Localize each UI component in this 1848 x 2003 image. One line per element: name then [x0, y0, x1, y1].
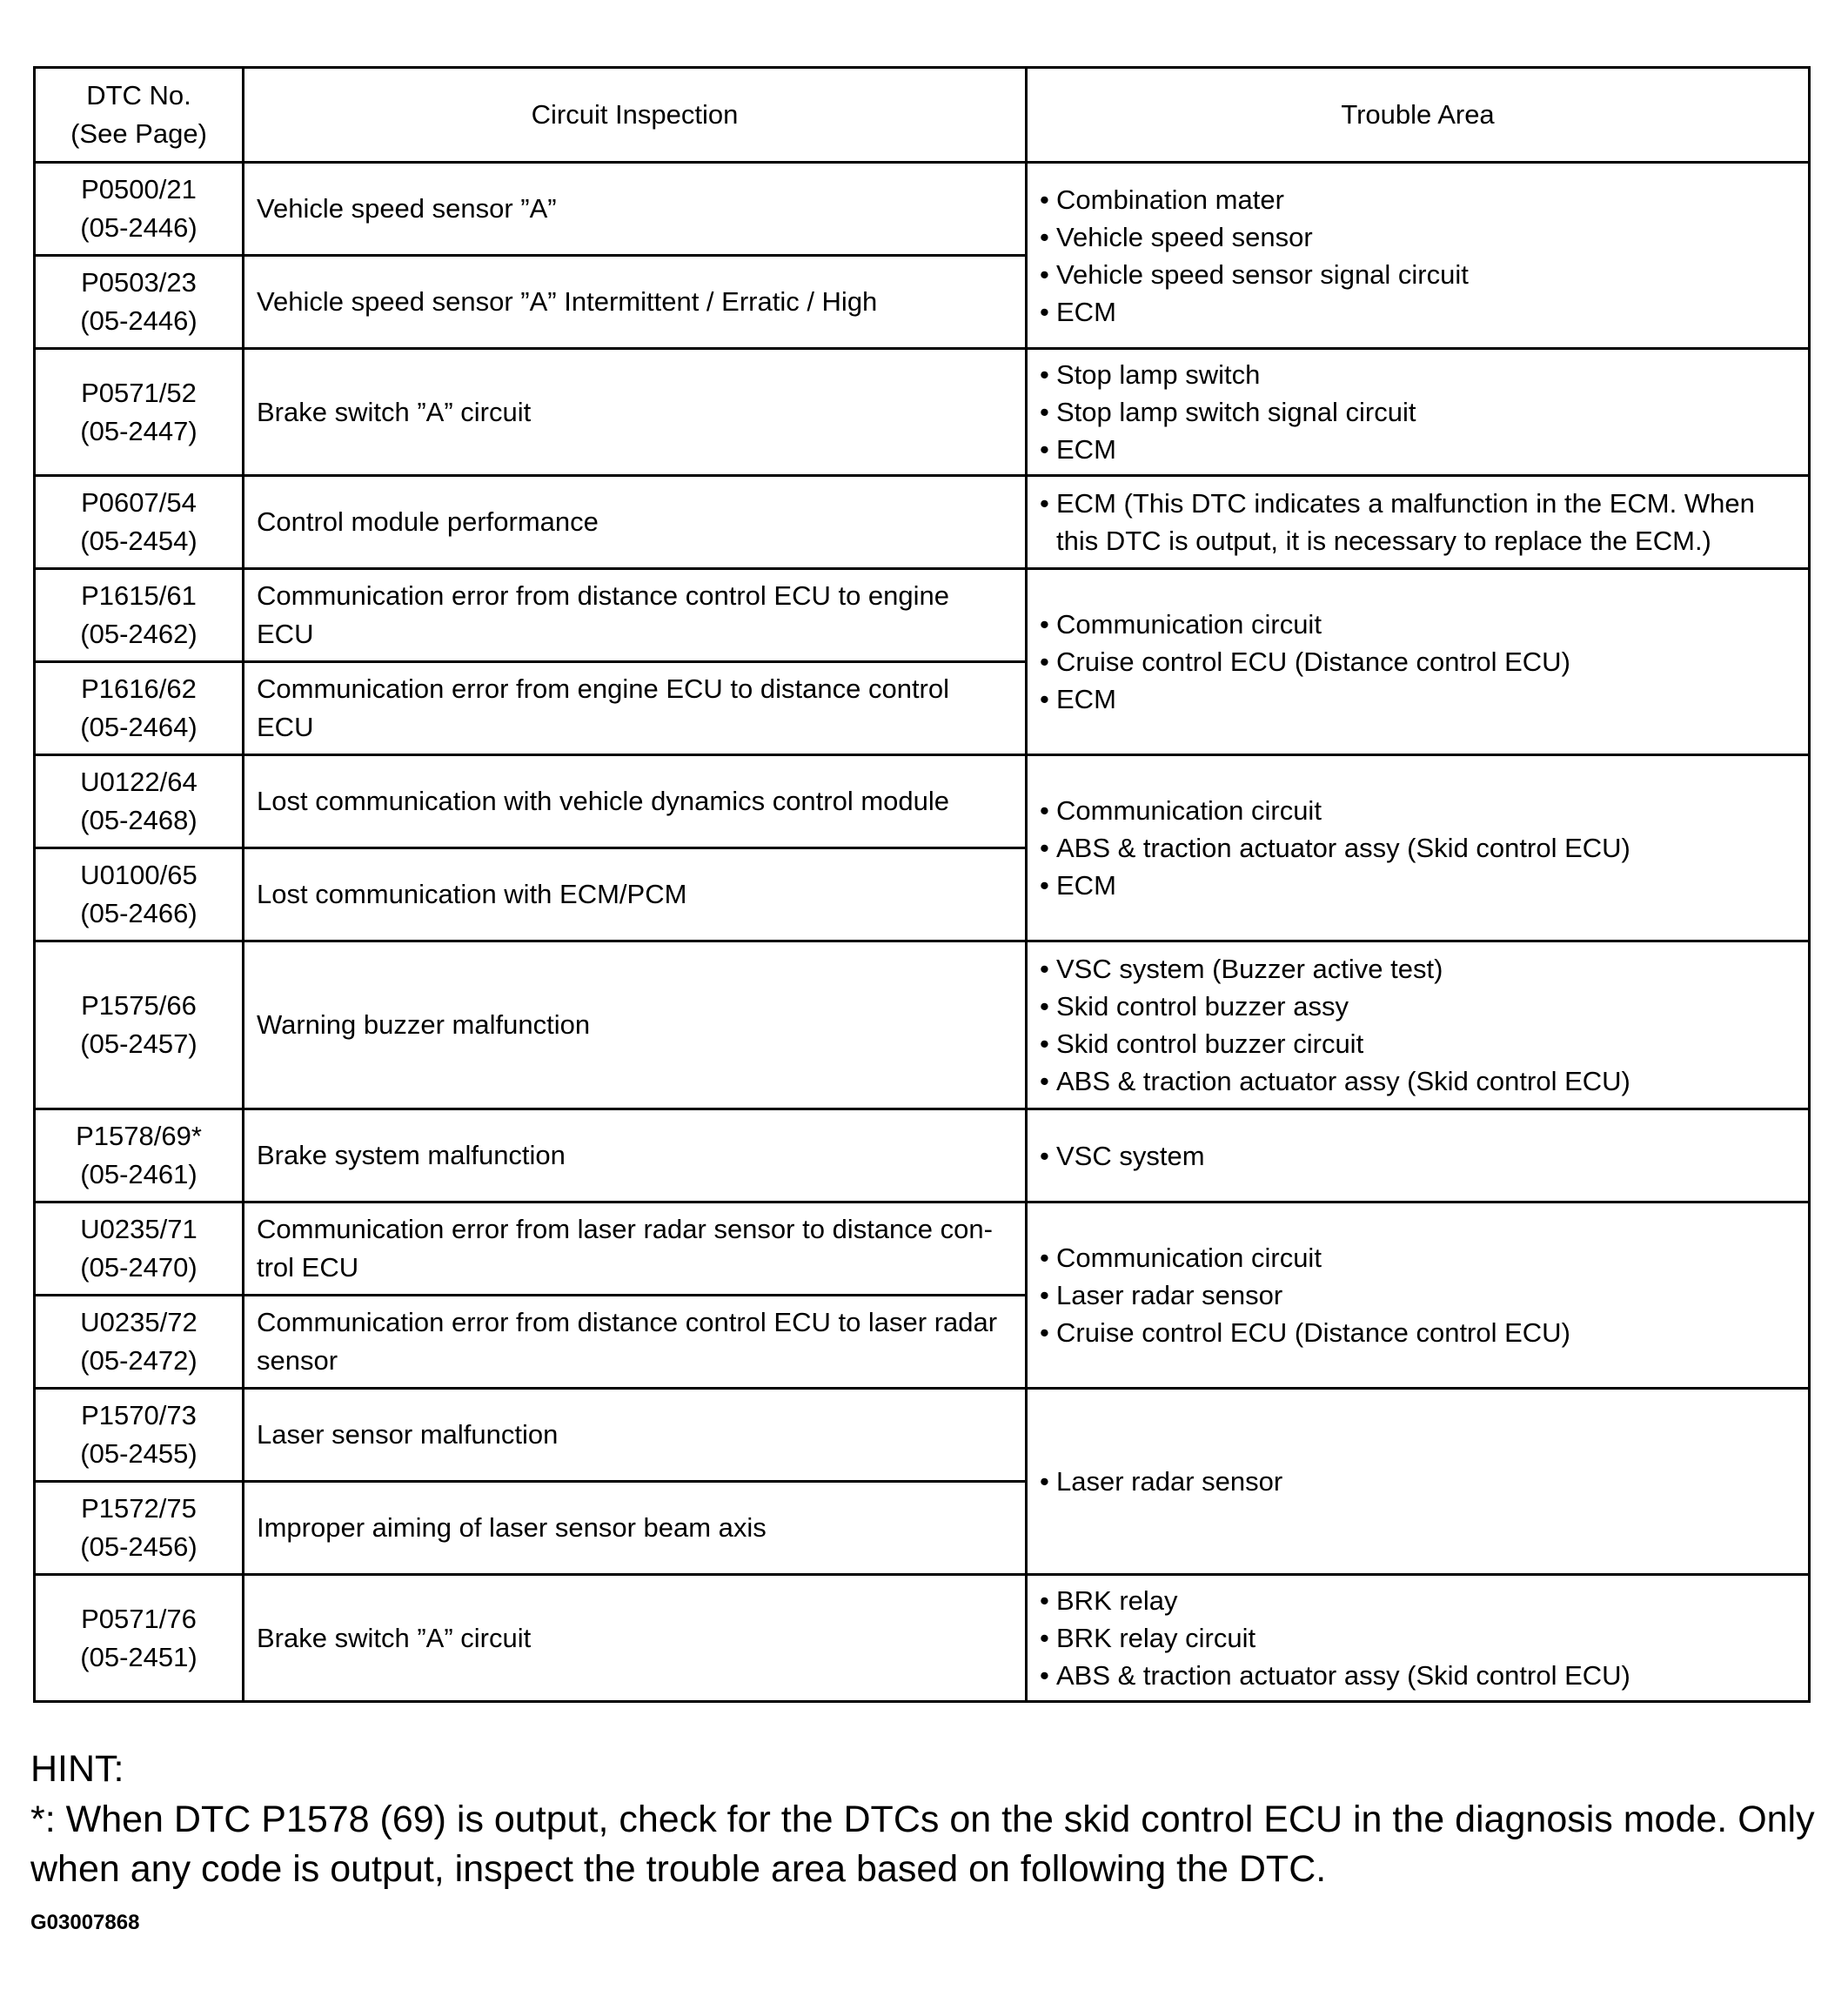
- trouble-area-cell: [1027, 349, 1810, 476]
- dtc-cell: [35, 848, 244, 941]
- dtc-code: U0100/65: [80, 860, 198, 890]
- trouble-item: • Cruise control ECU (Distance control ECU): [1040, 1314, 1792, 1351]
- dtc-cell: [35, 349, 244, 476]
- dtc-code: P0571/52: [81, 377, 197, 408]
- table-row: [35, 569, 1810, 662]
- dtc-code: P1615/61: [81, 580, 197, 611]
- trouble-area-cell: [1027, 569, 1810, 755]
- trouble-list: [1040, 1463, 1792, 1500]
- trouble-item: • VSC system (Buzzer active test): [1040, 950, 1792, 988]
- dtc-code: P1575/66: [81, 990, 197, 1021]
- trouble-item: • ECM: [1040, 293, 1792, 331]
- dtc-page: (05-2464): [80, 712, 198, 742]
- dtc-cell: [35, 662, 244, 755]
- header-dtc-no: [35, 68, 244, 163]
- dtc-code: P0607/54: [81, 487, 197, 518]
- dtc-page: (05-2466): [80, 898, 198, 928]
- circuit-inspection-cell: Control module performance: [244, 476, 1027, 569]
- trouble-item: • Communication circuit: [1040, 606, 1792, 643]
- dtc-page: (05-2470): [80, 1252, 198, 1283]
- circuit-inspection-cell: Improper aiming of laser sensor beam axis: [244, 1482, 1027, 1575]
- table-header-row: [35, 68, 1810, 163]
- dtc-cell: [35, 569, 244, 662]
- trouble-item: • Communication circuit: [1040, 792, 1792, 829]
- table-row: [35, 941, 1810, 1109]
- table-row: [35, 1109, 1810, 1202]
- table-row: [35, 349, 1810, 476]
- dtc-cell: [35, 1109, 244, 1202]
- trouble-item: • ABS & traction actuator assy (Skid control ECU): [1040, 829, 1792, 867]
- dtc-page: (05-2457): [80, 1028, 198, 1059]
- trouble-list: [1040, 950, 1792, 1100]
- trouble-item: • ABS & traction actuator assy (Skid control ECU): [1040, 1062, 1792, 1100]
- dtc-page: (05-2461): [80, 1159, 198, 1189]
- table-row: [35, 1389, 1810, 1482]
- circuit-inspection-cell: Communication error from laser radar sensor to distance con-trol ECU: [244, 1202, 1027, 1296]
- table-row: [35, 476, 1810, 569]
- trouble-area-cell: [1027, 476, 1810, 569]
- trouble-area-cell: [1027, 941, 1810, 1109]
- trouble-area-cell: [1027, 163, 1810, 349]
- dtc-cell: [35, 755, 244, 848]
- dtc-code: U0235/72: [80, 1307, 198, 1337]
- dtc-page: (05-2468): [80, 805, 198, 835]
- dtc-code: P0500/21: [81, 174, 197, 204]
- circuit-inspection-cell: Brake switch ”A” circuit: [244, 349, 1027, 476]
- trouble-item: • ECM: [1040, 867, 1792, 904]
- dtc-cell: [35, 1202, 244, 1296]
- trouble-list: [1040, 606, 1792, 718]
- dtc-code: U0235/71: [80, 1214, 198, 1244]
- dtc-page: (05-2472): [80, 1345, 198, 1376]
- trouble-list: [1040, 1137, 1792, 1175]
- hint-title: HINT:: [30, 1748, 124, 1790]
- dtc-code: P1616/62: [81, 673, 197, 704]
- dtc-cell: [35, 1389, 244, 1482]
- trouble-area-cell: [1027, 1389, 1810, 1575]
- trouble-list: [1040, 485, 1792, 559]
- trouble-list: [1040, 1239, 1792, 1351]
- table-row: [35, 1575, 1810, 1702]
- circuit-inspection-cell: Communication error from distance control ECU to engine ECU: [244, 569, 1027, 662]
- dtc-cell: [35, 1482, 244, 1575]
- dtc-code: P1570/73: [81, 1400, 197, 1430]
- header-circuit-inspection: Circuit Inspection: [244, 68, 1027, 163]
- trouble-item: • Stop lamp switch signal circuit: [1040, 393, 1792, 431]
- circuit-inspection-cell: Lost communication with vehicle dynamics control module: [244, 755, 1027, 848]
- trouble-item: • Laser radar sensor: [1040, 1276, 1792, 1314]
- dtc-code: P1572/75: [81, 1493, 197, 1524]
- trouble-item: • Skid control buzzer assy: [1040, 988, 1792, 1025]
- trouble-list: [1040, 181, 1792, 331]
- trouble-list: [1040, 792, 1792, 904]
- trouble-item: • ECM: [1040, 431, 1792, 468]
- header-dtc-line1: DTC No.: [86, 80, 191, 111]
- circuit-inspection-cell: Communication error from engine ECU to distance control ECU: [244, 662, 1027, 755]
- circuit-inspection-cell: Vehicle speed sensor ”A” Intermittent / Erratic / High: [244, 256, 1027, 349]
- dtc-cell: [35, 1575, 244, 1702]
- header-dtc-line2: (See Page): [70, 118, 207, 149]
- header-trouble-area: Trouble Area: [1027, 68, 1810, 163]
- trouble-item: • Cruise control ECU (Distance control ECU): [1040, 643, 1792, 680]
- dtc-page: (05-2454): [80, 526, 198, 556]
- dtc-code: U0122/64: [80, 767, 198, 797]
- trouble-area-cell: [1027, 1202, 1810, 1389]
- trouble-item: • Laser radar sensor: [1040, 1463, 1792, 1500]
- circuit-inspection-cell: Laser sensor malfunction: [244, 1389, 1027, 1482]
- circuit-inspection-cell: Brake system malfunction: [244, 1109, 1027, 1202]
- dtc-cell: [35, 941, 244, 1109]
- dtc-page: (05-2447): [80, 415, 198, 446]
- circuit-inspection-cell: Lost communication with ECM/PCM: [244, 848, 1027, 941]
- trouble-item: • ECM: [1040, 680, 1792, 718]
- trouble-item: • VSC system: [1040, 1137, 1792, 1175]
- trouble-item: • BRK relay circuit: [1040, 1619, 1792, 1657]
- trouble-item: • Vehicle speed sensor signal circuit: [1040, 256, 1792, 293]
- dtc-code: P0503/23: [81, 267, 197, 298]
- dtc-page: (05-2446): [80, 212, 198, 243]
- dtc-cell: [35, 1296, 244, 1389]
- trouble-list: [1040, 1582, 1792, 1694]
- dtc-cell: [35, 163, 244, 256]
- trouble-item: • BRK relay: [1040, 1582, 1792, 1619]
- table-row: [35, 163, 1810, 256]
- circuit-inspection-cell: Warning buzzer malfunction: [244, 941, 1027, 1109]
- dtc-page: (05-2451): [80, 1641, 198, 1672]
- dtc-code: P1578/69*: [76, 1121, 202, 1151]
- trouble-item: • ABS & traction actuator assy (Skid control ECU): [1040, 1657, 1792, 1694]
- hint-note: *: When DTC P1578 (69) is output, check for the DTCs on the skid control ECU in the diagnosis mode. Only when any code is output, inspect the trouble area based on following the DTC.: [30, 1799, 1815, 1890]
- trouble-item: • Combination mater: [1040, 181, 1792, 218]
- dtc-page: (05-2455): [80, 1438, 198, 1469]
- table-row: [35, 755, 1810, 848]
- dtc-page: (05-2456): [80, 1531, 198, 1562]
- dtc-cell: [35, 256, 244, 349]
- dtc-table: [33, 66, 1811, 1703]
- trouble-item: • Vehicle speed sensor: [1040, 218, 1792, 256]
- trouble-area-cell: [1027, 1575, 1810, 1702]
- circuit-inspection-cell: Brake switch ”A” circuit: [244, 1575, 1027, 1702]
- dtc-page: (05-2446): [80, 305, 198, 336]
- dtc-code: P0571/76: [81, 1603, 197, 1634]
- trouble-item: • ECM (This DTC indicates a malfunction in the ECM. When this DTC is output, it is necessary to replace the ECM.): [1040, 485, 1792, 559]
- trouble-item: • Communication circuit: [1040, 1239, 1792, 1276]
- trouble-list: [1040, 356, 1792, 468]
- dtc-page: (05-2462): [80, 619, 198, 649]
- dtc-cell: [35, 476, 244, 569]
- trouble-item: • Stop lamp switch: [1040, 356, 1792, 393]
- figure-id: G03007868: [30, 1911, 140, 1934]
- table-row: [35, 1202, 1810, 1296]
- trouble-area-cell: [1027, 1109, 1810, 1202]
- trouble-area-cell: [1027, 755, 1810, 941]
- circuit-inspection-cell: Communication error from distance control ECU to laser radar sensor: [244, 1296, 1027, 1389]
- trouble-item: • Skid control buzzer circuit: [1040, 1025, 1792, 1062]
- circuit-inspection-cell: Vehicle speed sensor ”A”: [244, 163, 1027, 256]
